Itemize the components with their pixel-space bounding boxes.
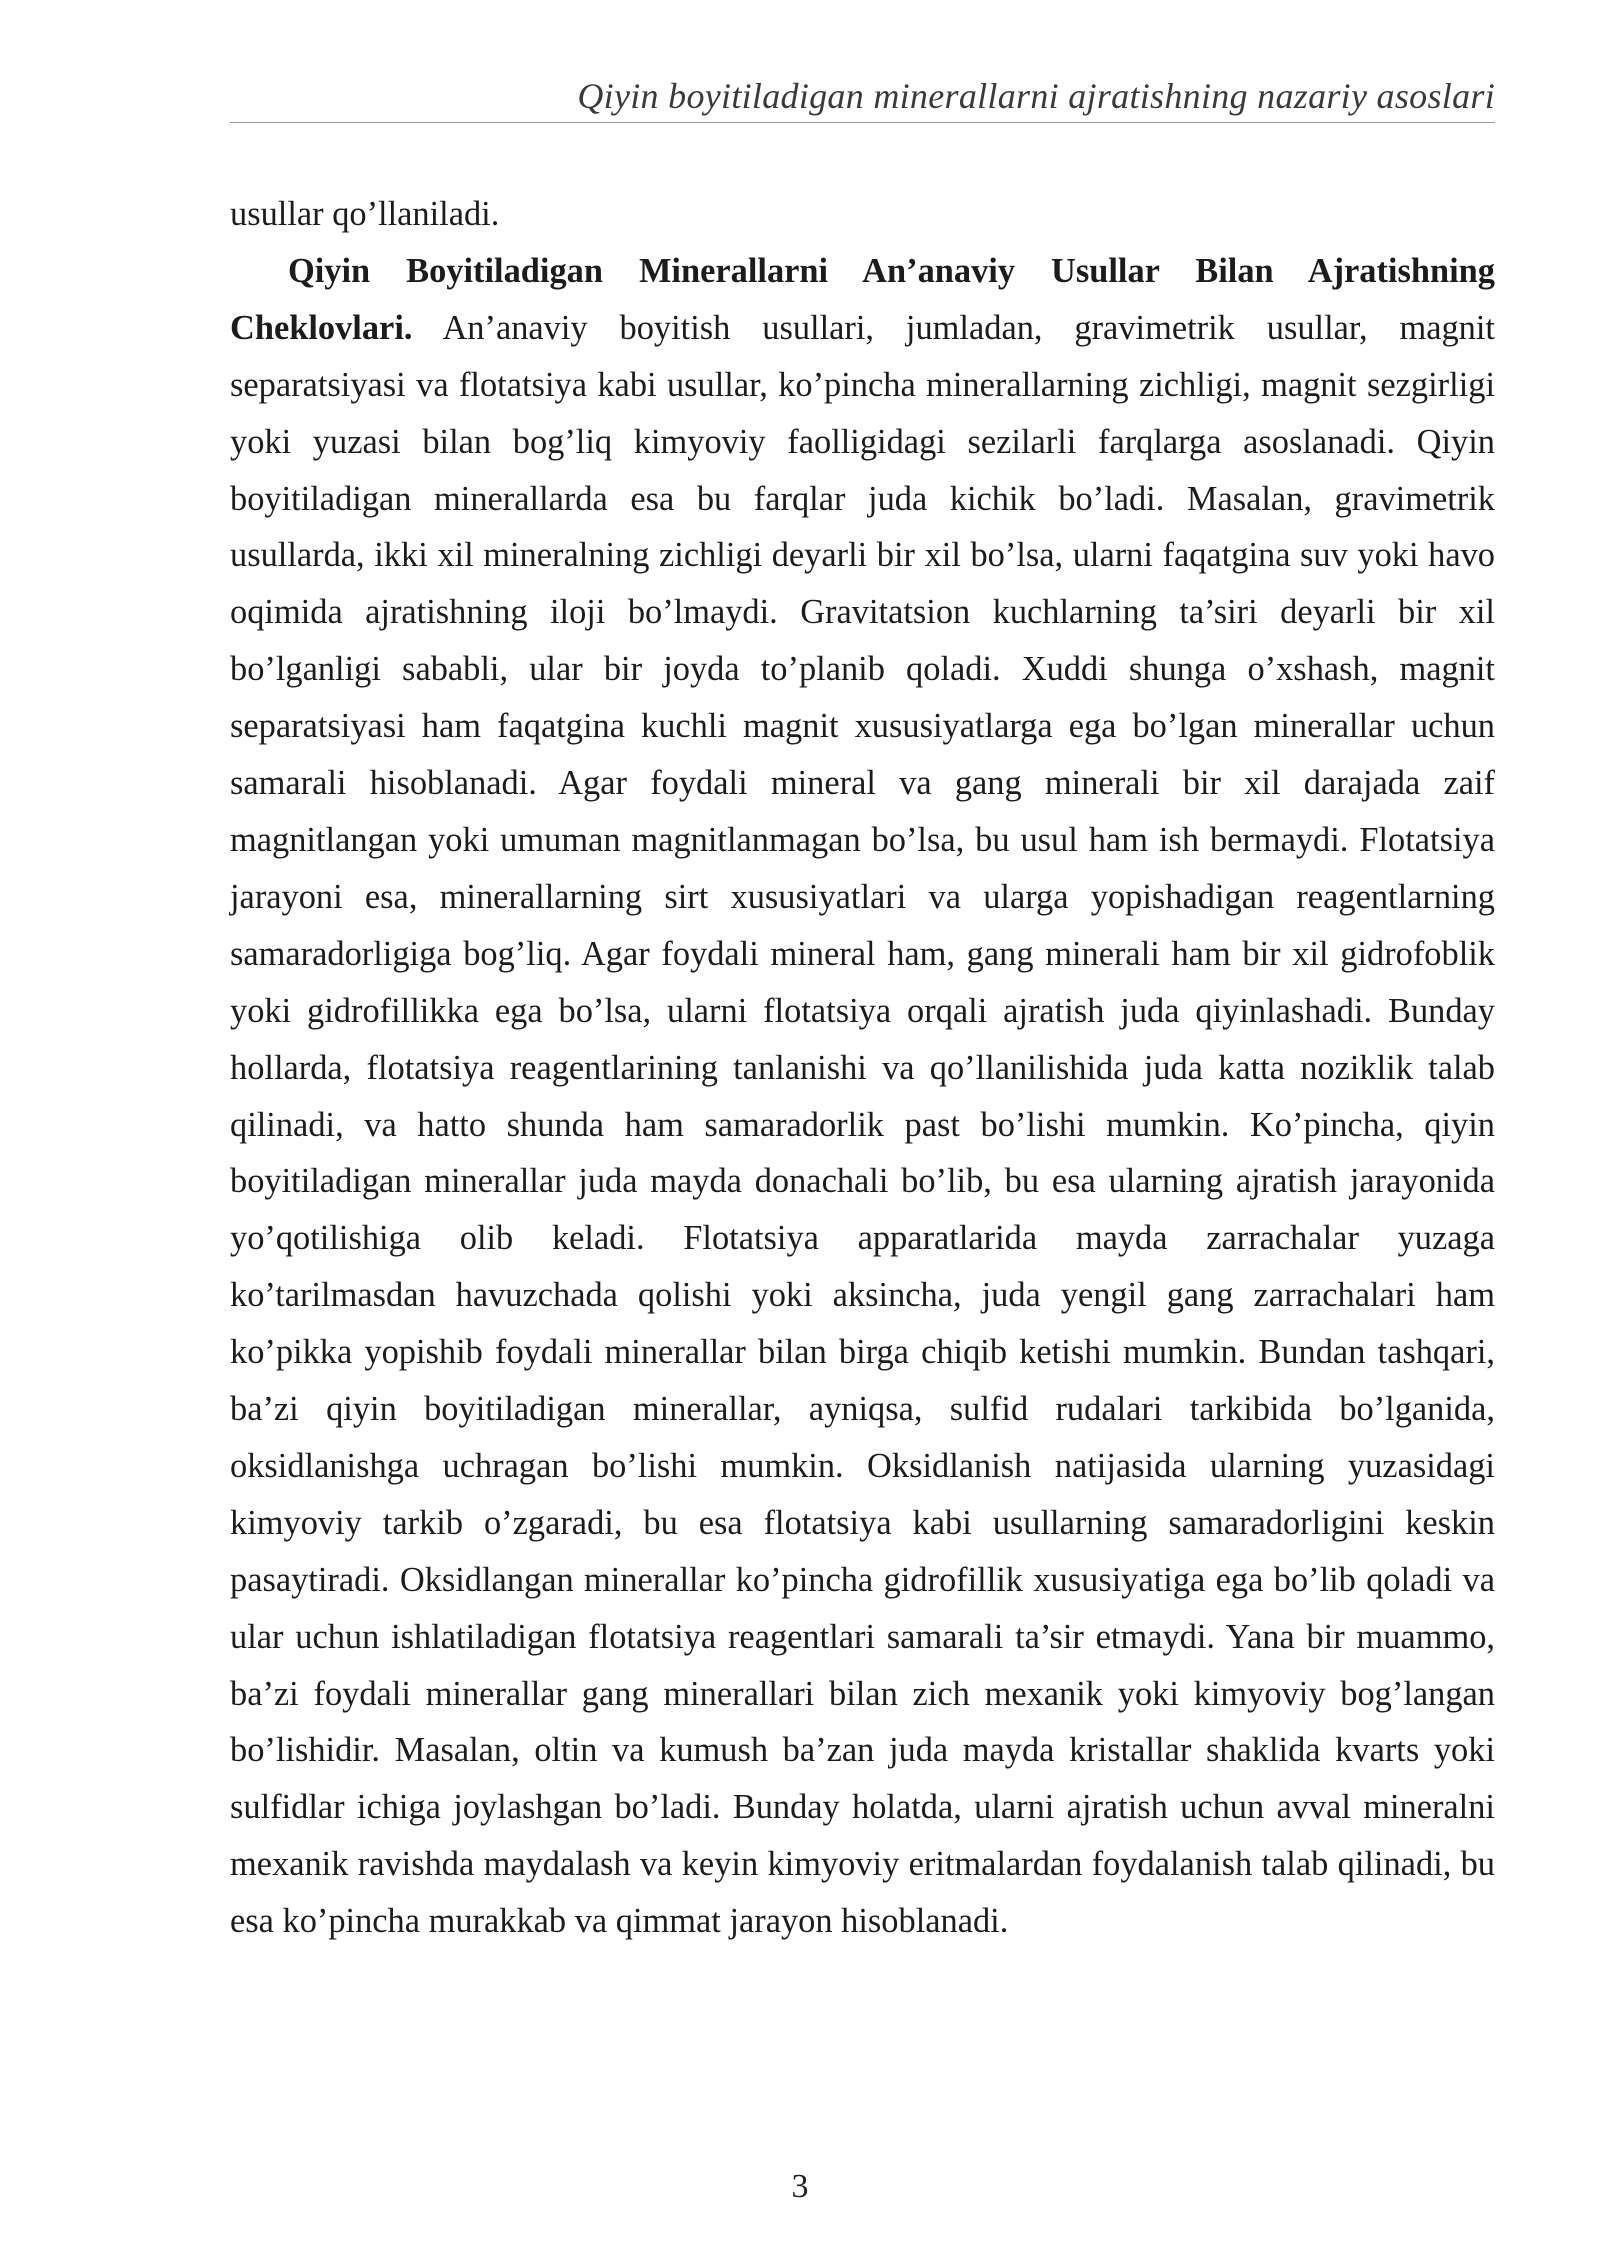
paragraph-text: An’anaviy boyitish usullari, jumladan, gravimetrik usullar, magnit separatsiyasi va flotatsiya kabi usullar, ko’pincha minerallarning zichligi, magnit sezgirligi yoki yuzasi bilan bog’liq kimyoviy faolligidagi sezilarli farqlarga asoslanadi. Qiyin boyitiladigan minerallarda esa bu farqlar juda kichik bo’ladi. Masalan, gravimetrik usullarda, ikki xil mineralning zichligi deyarli bir xil bo’lsa, ularni faqatgina suv yoki havo oqimida ajratishning iloji bo’lmaydi. Gravitatsion kuchlarning ta’siri deyarli bir xil bo’lganligi sababli, ular bir joyda to’planib qoladi. Xuddi shunga o’xshash, magnit separatsiyasi ham faqatgina kuchli magnit xususiyatlarga ega bo’lgan minerallar uchun samarali hisoblanadi. Agar foydali mineral va gang minerali bir xil darajada zaif magnitlangan yoki umuman magnitlanmagan bo’lsa, bu usul ham ish bermaydi. Flotatsiya jarayoni esa, minerallarning sirt xususiyatlari va ularga yopishadigan reagentlarning samaradorligiga bog’liq. Agar foydali mineral ham, gang minerali ham bir xil gidrofoblik yoki gidrofillikka ega bo’lsa, ularni flotatsiya orqali ajratish juda qiyinlashadi. Bunday hollarda, flotatsiya reagentlarining tanlanishi va qo’llanilishida juda katta noziklik talab qilinadi, va hatto shunda ham samaradorlik past bo’lishi mumkin. Ko’pincha, qiyin boyitiladigan minerallar juda mayda donachali bo’lib, bu esa ularning ajratish jarayonida yo’qotilishiga olib keladi. Flotatsiya apparatlarida mayda zarrachalar yuzaga ko’tarilmasdan havuzchada qolishi yoki aksincha, juda yengil gang zarrachalari ham ko’pikka yopishib foydali minerallar bilan birga chiqib ketishi mumkin. Bundan tashqari, ba’zi qiyin boyitiladigan minerallar, ayniqsa, sulfid rudalari tarkibida bo’lganida, oksidlanishga uchragan bo’lishi mumkin. Oksidlanish natijasida ularning yuzasidagi kimyoviy tarkib o’zgaradi, bu esa flotatsiya kabi usullarning samaradorligini keskin pasaytiradi. Oksidlangan minerallar ko’pincha gidrofillik xususiyatiga ega bo’lib qoladi va ular uchun ishlatiladigan flotatsiya reagentlari samarali ta’sir etmaydi. Yana bir muammo, ba’zi foydali minerallar gang minerallari bilan zich mexanik yoki kimyoviy bog’langan bo’lishidir. Masalan, oltin va kumush ba’zan juda mayda kristallar shaklida kvarts yoki sulfidlar ichiga joylashgan bo’ladi. Bunday holatda, ularni ajratish uchun avval mineralni mexanik ravishda maydalash va keyin kimyoviy eritmalardan foydalanish talab qilinadi, bu esa ko’pincha murakkab va qimmat jarayon hisoblanadi.: [230, 308, 1495, 1941]
continuation-line: usullar qo’llaniladi.: [230, 195, 500, 233]
body-text: [230, 186, 1495, 1950]
header-divider: [230, 122, 1495, 123]
section-heading: Qiyin Boyitiladigan Minerallarni An’anaviy Usullar Bilan Ajratishning Cheklovlari.: [230, 251, 1495, 347]
running-header: Qiyin boyitiladigan minerallarni ajratishning nazariy asoslari: [577, 76, 1495, 116]
page-number: 3: [791, 2168, 809, 2205]
paragraph: [230, 243, 1495, 1950]
